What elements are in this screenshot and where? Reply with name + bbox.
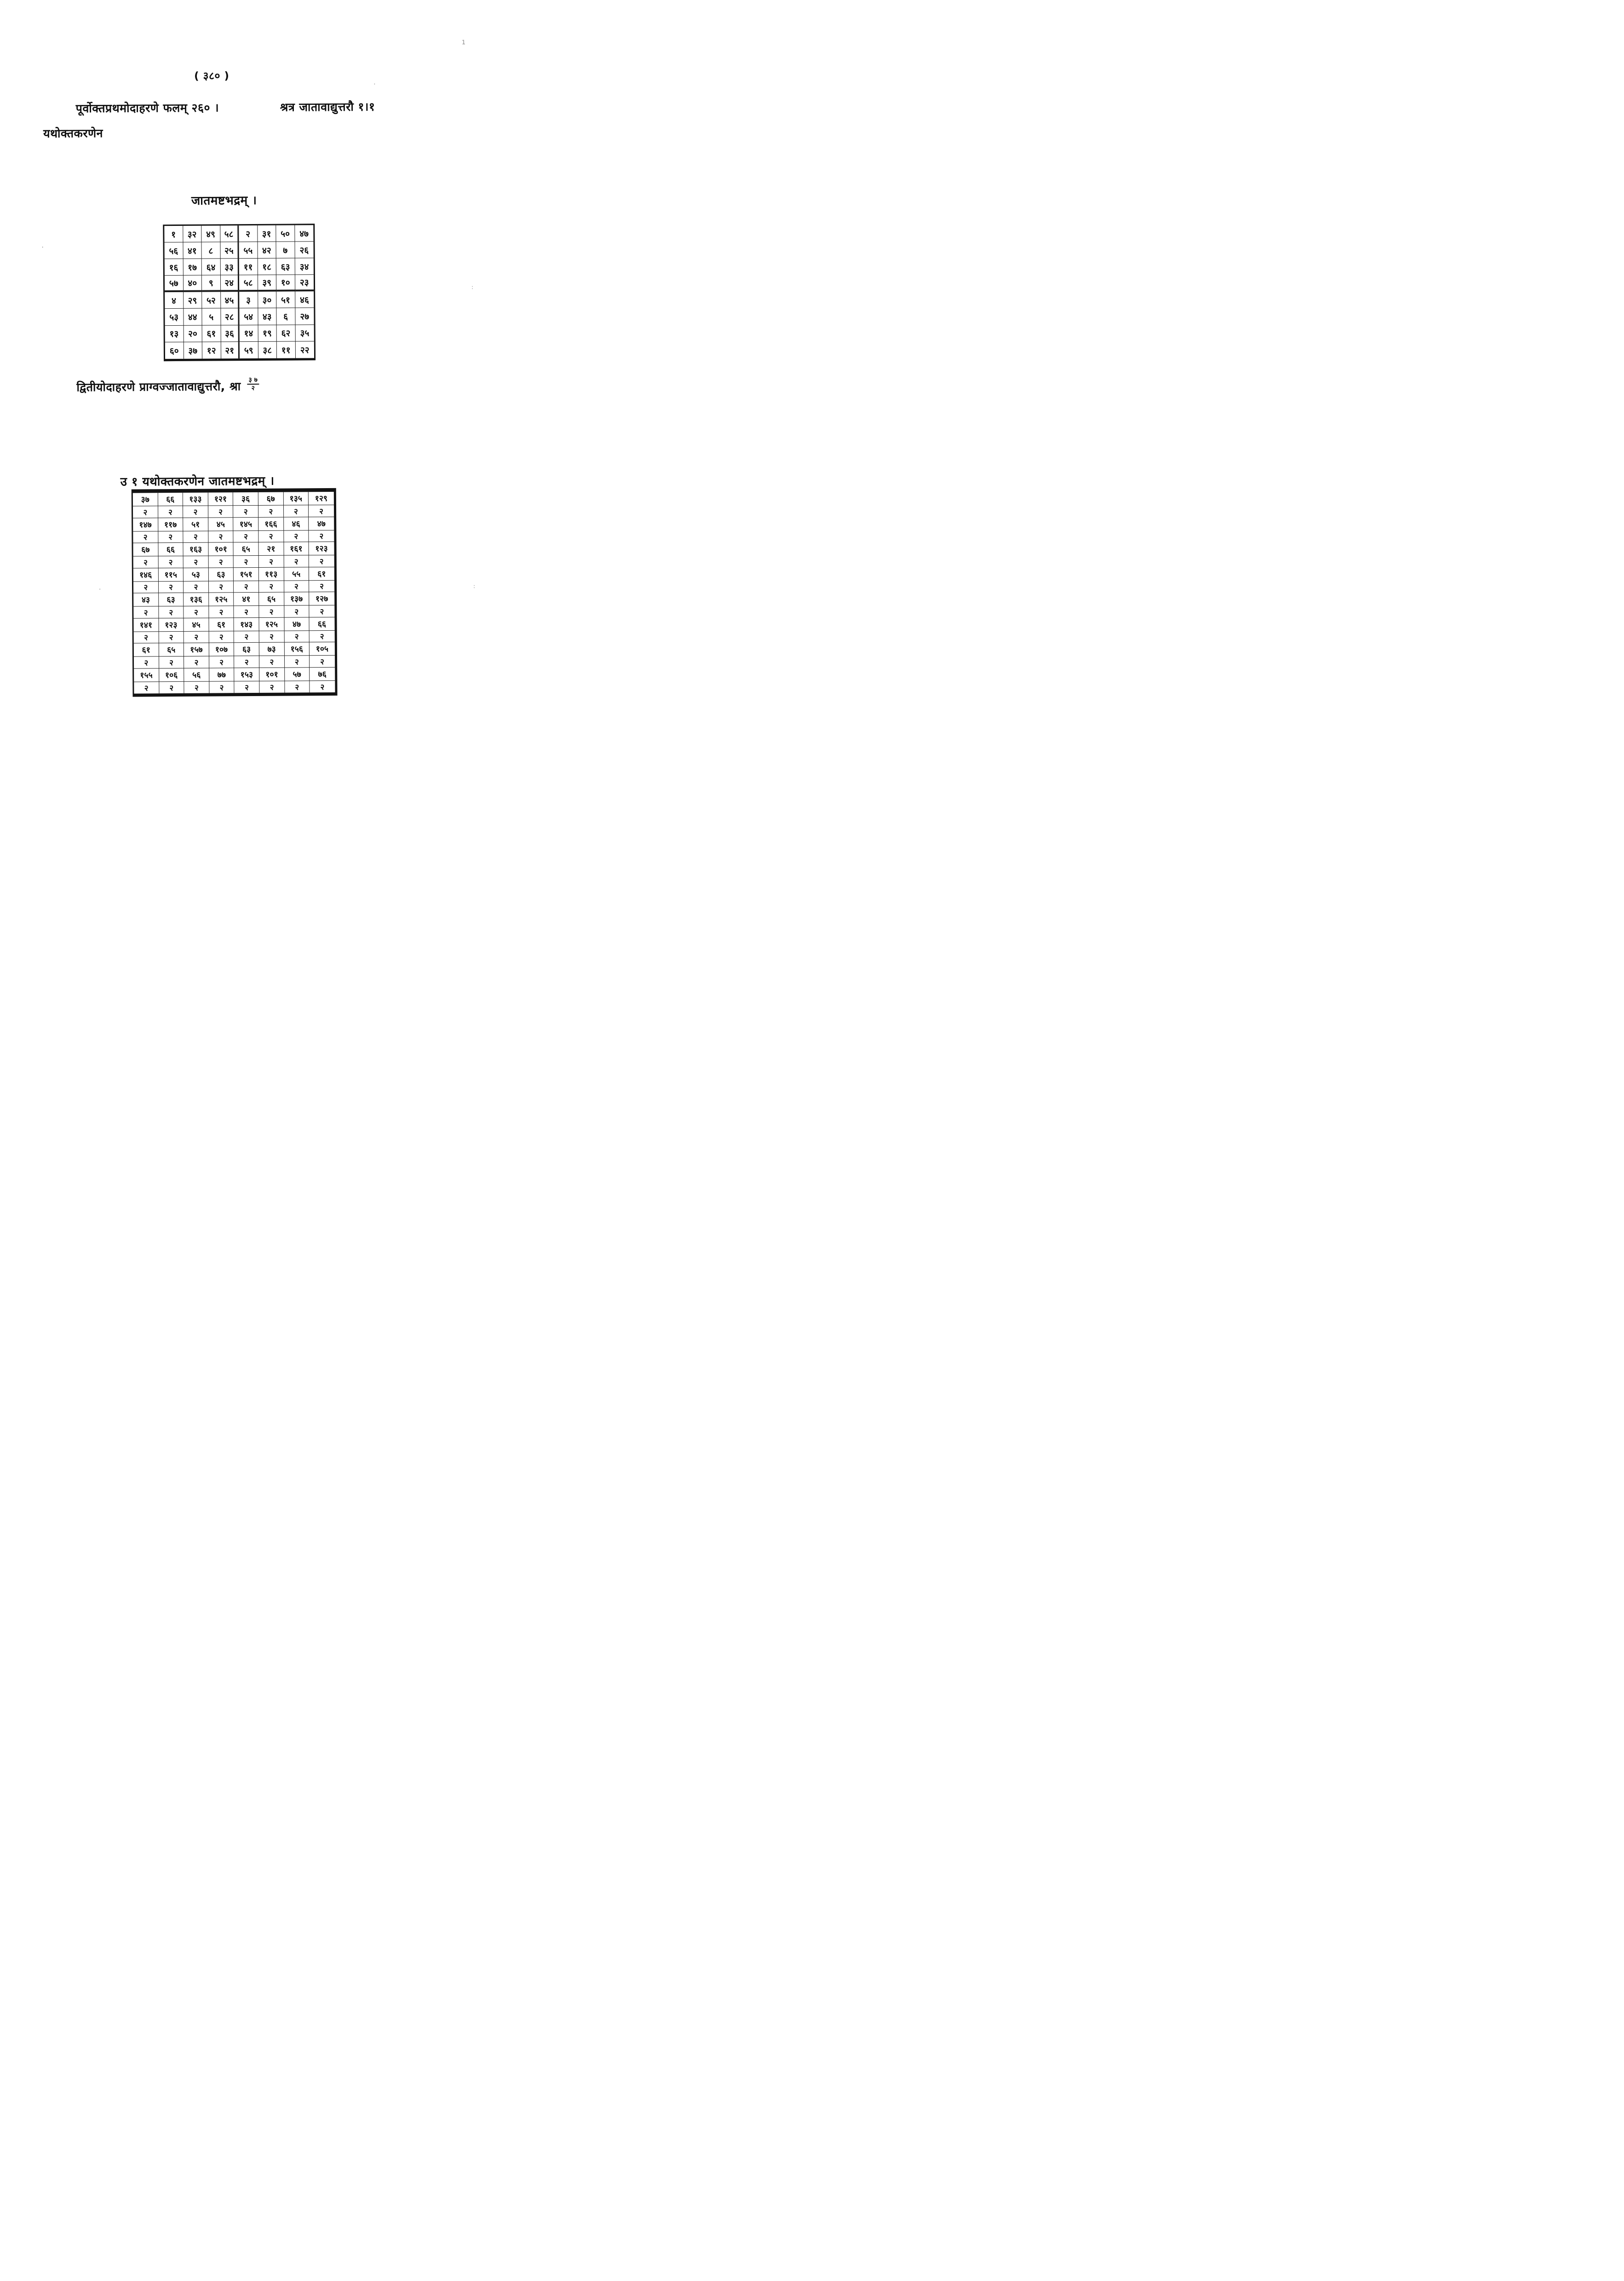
square-cell: ५५ — [284, 567, 309, 581]
scanned-document-page — [0, 0, 507, 713]
square-cell: ४३ — [133, 593, 159, 606]
square-cell: २ — [259, 681, 285, 693]
square-cell: २ — [309, 555, 334, 567]
square-cell: ७३ — [259, 643, 285, 656]
square-cell: १६३ — [184, 543, 209, 556]
second-square-heading: उ १ यथोक्तकरणेन जातमष्टभद्रम् । — [120, 474, 275, 489]
square-cell: ७ — [276, 242, 295, 259]
square-cell: ४४ — [184, 309, 202, 325]
square-cell: २ — [285, 656, 310, 668]
fraction-denominator: २ — [247, 384, 259, 392]
square-cell: १७ — [183, 259, 202, 276]
square-cell: २ — [159, 631, 184, 643]
square-cell: २ — [259, 556, 284, 568]
square-cell: ३७ — [184, 342, 202, 358]
square-cell: ११३ — [259, 567, 284, 581]
square-cell: २९ — [184, 292, 202, 309]
square-cell: २ — [184, 657, 209, 668]
square-cell: ६७ — [258, 492, 284, 506]
scan-speck-dot: · — [99, 586, 101, 593]
square-cell: १४६ — [133, 568, 159, 582]
square-cell: २० — [184, 325, 202, 342]
square-cell: २५ — [220, 242, 239, 259]
square-cell: ५४ — [239, 308, 258, 325]
intro-line2: यथोक्तकरणेन — [43, 126, 103, 140]
page-content — [0, 0, 507, 713]
square-cell: ६५ — [159, 643, 184, 657]
square-cell: ११ — [239, 259, 258, 275]
square-cell: २७ — [295, 308, 314, 325]
square-cell: १२५ — [209, 593, 234, 606]
square-cell: १२१ — [208, 492, 234, 506]
square-cell: ३३ — [220, 259, 239, 275]
fraction-numerator: ३ ७ — [248, 376, 258, 384]
square-cell: ५६ — [164, 242, 183, 259]
square-cell: २ — [208, 556, 234, 568]
square-cell: ४७ — [284, 617, 310, 631]
square-cell: १४३ — [234, 617, 259, 631]
square-cell: २ — [309, 580, 334, 592]
square-cell: ४० — [183, 276, 202, 292]
square-cell: १०५ — [310, 642, 335, 656]
square-cell: १६ — [165, 259, 184, 276]
square-cell: ४७ — [309, 517, 334, 530]
square-cell: ११७ — [158, 518, 184, 531]
square-cell: ४६ — [295, 292, 314, 308]
square-cell: ३५ — [295, 325, 314, 341]
square-cell: ३२ — [183, 226, 202, 242]
square-cell: ६४ — [202, 259, 221, 276]
scan-speck-period: . — [373, 79, 376, 86]
square-cell: २ — [259, 631, 285, 643]
square-cell: ६१ — [209, 618, 234, 631]
square-cell: १ — [164, 226, 183, 242]
square-cell: ४१ — [183, 242, 202, 259]
square-cell: १९ — [258, 325, 277, 341]
square-cell: २ — [258, 506, 284, 518]
square-cell: २ — [158, 531, 184, 543]
square-cell: २ — [309, 605, 334, 617]
square-cell: १२५ — [259, 617, 284, 631]
square-cell: २ — [208, 506, 234, 518]
square-cell: २ — [133, 506, 158, 518]
square-cell: २ — [184, 681, 210, 693]
square-cell: २ — [234, 556, 259, 568]
square-cell: २ — [234, 581, 259, 593]
square-cell: १०७ — [209, 643, 235, 656]
square-cell: २ — [184, 556, 209, 568]
square-cell: २ — [159, 681, 184, 693]
square-cell: २ — [208, 531, 234, 543]
square-cell: ६१ — [134, 643, 159, 657]
square-cell: ४५ — [184, 618, 209, 631]
square-cell: ५३ — [165, 309, 184, 325]
square-cell: २ — [159, 657, 184, 668]
square-cell: ३९ — [258, 275, 276, 292]
square-cell: २ — [284, 555, 309, 567]
square-cell: ६६ — [158, 493, 183, 506]
square-cell: ४ — [165, 292, 184, 309]
square-cell: १३३ — [183, 493, 208, 506]
square-cell: ५३ — [184, 568, 209, 581]
square-cell: ५१ — [183, 518, 208, 531]
square-cell: १६६ — [258, 517, 284, 530]
square-cell: ४७ — [295, 225, 314, 242]
square-cell: २ — [158, 506, 184, 518]
square-cell: २ — [158, 556, 184, 568]
square-cell: १२७ — [309, 592, 334, 605]
square-cell: ५० — [276, 225, 295, 242]
square-cell: ७७ — [209, 668, 235, 681]
scan-speck-colon: : — [473, 583, 476, 590]
square-cell: २ — [310, 630, 335, 642]
square-cell: ४९ — [201, 225, 220, 242]
square-cell: ५७ — [285, 668, 310, 681]
square-cell: २ — [183, 506, 208, 518]
square-cell: २३ — [295, 275, 314, 291]
square-cell: १५६ — [284, 642, 310, 656]
fraction — [247, 376, 259, 392]
square-cell: २ — [235, 681, 260, 693]
middle-sentence: द्वितीयोदाहरणे प्राग्वज्जातावाद्युत्तरौ, श्रा — [76, 380, 241, 394]
scan-speck-corner: 1 — [461, 39, 466, 46]
square-cell: २ — [134, 657, 159, 668]
square-cell: २८ — [221, 309, 240, 325]
square-cell: १०१ — [259, 668, 285, 681]
square-cell: ५९ — [240, 342, 258, 358]
intro-line1-left: पूर्वोक्तप्रथमोदाहरणे फलम् २६० । — [75, 101, 219, 115]
square-cell: २ — [234, 631, 259, 643]
square-cell: १५३ — [235, 668, 260, 681]
first-square-heading: जातमष्टभद्रम् । — [191, 193, 257, 208]
square-cell: ८ — [201, 242, 220, 259]
square-cell: ३६ — [233, 492, 258, 506]
square-cell: १२३ — [309, 542, 334, 555]
square-cell: २ — [234, 606, 259, 618]
square-cell: २ — [209, 606, 234, 618]
square-cell: ६१ — [202, 325, 221, 342]
square-cell: ५८ — [239, 275, 258, 292]
square-cell: २ — [309, 530, 334, 542]
square-cell: २ — [239, 225, 258, 242]
square-cell: १३५ — [283, 492, 309, 505]
scan-speck-dot: · — [41, 244, 44, 251]
square-cell: २ — [209, 656, 235, 668]
square-cell: १२३ — [159, 618, 184, 631]
square-cell: २ — [133, 556, 159, 568]
square-cell: २ — [284, 581, 310, 593]
square-cell: १५७ — [184, 643, 209, 657]
square-cell: २ — [233, 506, 258, 518]
square-cell: २ — [184, 531, 209, 543]
square-cell: १०१ — [208, 542, 234, 556]
square-cell: १४७ — [133, 518, 158, 531]
square-cell: ६३ — [276, 259, 295, 275]
square-cell: ३ — [239, 292, 258, 308]
square-cell: ५ — [202, 309, 221, 325]
square-cell: ६६ — [310, 617, 335, 630]
square-cell: २ — [159, 581, 184, 593]
square-cell: ४२ — [258, 242, 276, 259]
square-cell: १३६ — [184, 593, 209, 606]
square-cell: ५७ — [165, 276, 184, 292]
square-cell: ७६ — [310, 667, 335, 680]
square-cell: २ — [320, 682, 325, 692]
intro-line1-right: श्रत्र जातावाद्युत्तरौ १।१ — [280, 100, 375, 114]
square-cell: २ — [184, 631, 209, 643]
square-cell: २ — [134, 632, 159, 644]
square-cell: ६० — [165, 342, 184, 359]
square-cell: २ — [285, 681, 310, 693]
square-cell: ३८ — [258, 341, 277, 358]
square-cell: १५१ — [234, 567, 259, 581]
square-cell: २ — [259, 656, 285, 668]
square-cell: ५८ — [220, 225, 239, 242]
square-cell: १६१ — [284, 542, 309, 555]
square-cell: २ — [259, 581, 284, 593]
square-cell: ३६ — [221, 325, 240, 342]
square-cell: ६१ — [309, 567, 334, 580]
square-cell: २ — [209, 631, 234, 643]
square-cell: ६५ — [234, 542, 259, 556]
square-cell: २ — [133, 606, 159, 618]
square-cell: २ — [310, 656, 335, 668]
square-cell: २ — [234, 530, 259, 542]
page-number: ( ३८० ) — [194, 70, 230, 82]
first-magic-square — [163, 224, 316, 361]
square-cell: ३४ — [295, 258, 314, 275]
square-cell: २ — [284, 631, 310, 643]
square-cell: ३१ — [258, 225, 276, 242]
square-cell: १४१ — [133, 618, 159, 632]
square-cell: ५२ — [202, 292, 221, 309]
square-cell: १४५ — [234, 517, 259, 530]
square-cell: ३० — [258, 292, 277, 308]
second-magic-square — [132, 488, 337, 697]
square-cell: २१ — [221, 342, 240, 358]
square-cell: ६३ — [159, 593, 184, 606]
square-cell: ६७ — [133, 543, 158, 556]
square-cell: २ — [159, 606, 184, 618]
square-cell: २ — [133, 582, 159, 593]
square-cell: ६ — [276, 308, 295, 325]
square-cell: २ — [184, 606, 209, 618]
square-cell: ६६ — [158, 543, 184, 556]
middle-sentence-row — [76, 378, 259, 395]
square-cell: २ — [309, 505, 334, 517]
square-cell: १३ — [165, 325, 184, 342]
square-cell: १२९ — [309, 492, 334, 505]
square-cell: ५१ — [276, 292, 295, 308]
square-cell: २२ — [300, 345, 310, 356]
square-cell: २ — [284, 530, 309, 542]
square-cell: २ — [133, 531, 158, 543]
square-cell: २४ — [220, 275, 239, 292]
square-cell: ९ — [202, 276, 221, 292]
square-cell: १० — [276, 275, 295, 292]
square-cell: २ — [184, 581, 209, 593]
square-cell: ५६ — [184, 668, 209, 681]
scan-speck-colon: : — [471, 284, 474, 291]
square-cell: ५५ — [239, 242, 258, 259]
square-cell: २ — [259, 606, 284, 618]
square-cell: २१ — [258, 542, 284, 556]
square-cell: २ — [209, 581, 234, 593]
square-cell: २ — [284, 505, 309, 517]
square-cell: ६३ — [234, 643, 259, 656]
square-cell: २ — [234, 656, 259, 668]
square-cell: १३७ — [284, 592, 310, 605]
square-cell: ६५ — [259, 593, 284, 606]
square-cell: २६ — [295, 242, 314, 258]
square-cell: ४५ — [221, 292, 240, 309]
square-cell: ६३ — [209, 568, 234, 581]
square-cell: १८ — [258, 259, 276, 275]
square-cell: १०६ — [159, 668, 184, 681]
square-cell: २ — [258, 530, 284, 542]
square-cell: ४३ — [258, 308, 277, 325]
square-cell: २ — [134, 682, 159, 694]
square-cell: ३७ — [133, 493, 158, 506]
square-cell: २ — [209, 681, 235, 693]
square-cell: १४ — [240, 325, 258, 342]
square-cell: २ — [284, 605, 310, 617]
square-cell: १२ — [202, 342, 221, 358]
square-cell: ४६ — [284, 517, 309, 530]
square-cell: ४१ — [234, 593, 259, 606]
square-cell: ११५ — [158, 568, 184, 581]
square-cell: ६२ — [277, 325, 296, 341]
square-cell: ११ — [277, 341, 296, 358]
square-cell: ४५ — [208, 518, 234, 531]
square-cell: १५५ — [134, 668, 159, 682]
